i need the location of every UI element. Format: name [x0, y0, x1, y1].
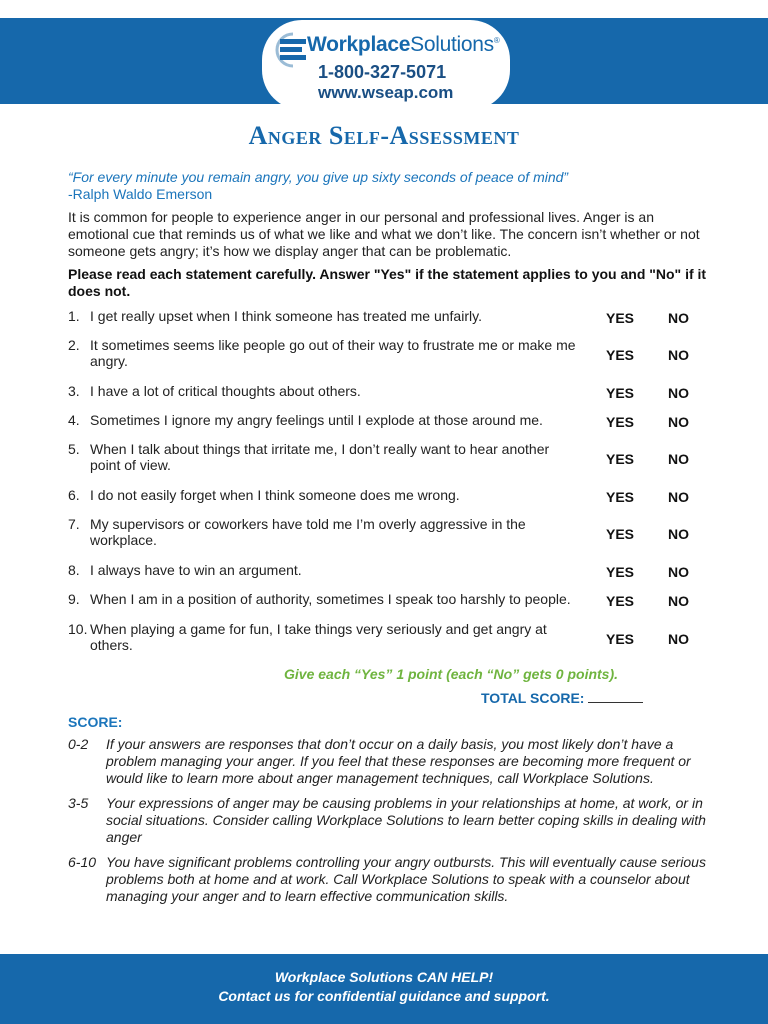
score-heading: SCORE: — [68, 714, 123, 730]
brand-name — [307, 33, 499, 57]
footer-band — [0, 954, 768, 1024]
points-note: Give each “Yes” 1 point (each “No” gets 0 points). — [284, 666, 619, 682]
no-answer: NO — [668, 593, 689, 609]
yes-answer: YES — [606, 310, 635, 326]
score-range: 3-5 — [68, 795, 89, 811]
no-answer: NO — [668, 414, 689, 430]
score-description: If your answers are responses that don’t occur on a daily basis, you most likely don’t have a problem managing your anger. If you feel that these responses are becoming more frequent or would like to learn more about anger management techniques, call Workplace Solutions. — [106, 736, 691, 786]
question-text: I always have to win an argument. — [90, 562, 302, 578]
instructions: Please read each statement carefully. Answer "Yes" if the statement applies to you and "No" if it does not. — [68, 266, 707, 299]
score-description: Your expressions of anger may be causing problems in your relationships at home, at work, or in social situations. Consider calling Workplace Solutions to learn better coping skills in dealing with anger — [106, 795, 706, 845]
no-answer: NO — [668, 347, 689, 363]
question-text: When I talk about things that irritate me, I don’t really want to hear another point of view. — [90, 441, 550, 473]
total-score-blank[interactable] — [588, 691, 643, 703]
question-number: 8. — [68, 562, 80, 578]
yes-answer: YES — [606, 526, 635, 542]
no-answer: NO — [668, 385, 689, 401]
no-answer: NO — [668, 451, 689, 467]
page-title: Anger Self-Assessment — [248, 121, 520, 150]
question-text: My supervisors or coworkers have told me I’m overly aggressive in the workplace. — [90, 516, 526, 548]
question-text: When I am in a position of authority, sometimes I speak too harshly to people. — [90, 591, 571, 607]
no-answer: NO — [668, 310, 689, 326]
yes-answer: YES — [606, 593, 635, 609]
question-text: I have a lot of critical thoughts about others. — [90, 383, 361, 399]
question-number: 9. — [68, 591, 80, 607]
footer-line-1: Workplace Solutions CAN HELP! — [274, 969, 494, 985]
score-range: 6-10 — [68, 854, 97, 870]
yes-answer: YES — [606, 631, 635, 647]
question-text: I do not easily forget when I think someone does me wrong. — [90, 487, 460, 503]
yes-answer: YES — [606, 385, 635, 401]
phone-number: 1-800-327-5071 — [318, 62, 447, 82]
question-text: When playing a game for fun, I take things very seriously and get angry at others. — [90, 621, 547, 653]
total-score-label: TOTAL SCORE: — [481, 690, 585, 706]
footer-line-2: Contact us for confidential guidance and support. — [218, 988, 550, 1004]
score-range: 0-2 — [68, 736, 89, 752]
yes-answer: YES — [606, 451, 635, 467]
registered-mark: ® — [493, 36, 500, 45]
question-number: 1. — [68, 308, 80, 324]
quote: “For every minute you remain angry, you give up sixty seconds of peace of mind” — [68, 169, 569, 185]
no-answer: NO — [668, 631, 689, 647]
website-url: www.wseap.com — [318, 83, 454, 102]
no-answer: NO — [668, 526, 689, 542]
total-score — [481, 690, 643, 706]
question-number: 4. — [68, 412, 80, 428]
no-answer: NO — [668, 564, 689, 580]
yes-answer: YES — [606, 564, 635, 580]
question-number: 10. — [68, 621, 88, 637]
question-number: 3. — [68, 383, 80, 399]
score-description: You have significant problems controlling your angry outbursts. This will eventually cause serious problems both at home and at work. Call Workplace Solutions to speak with a counselor about managing your anger and to learn effective communication skills. — [106, 854, 706, 904]
yes-answer: YES — [606, 489, 635, 505]
brand-bold: Workplace — [307, 33, 411, 56]
question-text: Sometimes I ignore my angry feelings until I explode at those around me. — [90, 412, 543, 428]
question-text: It sometimes seems like people go out of their way to frustrate me or make me angry. — [90, 337, 576, 369]
brand-light: Solutions — [410, 33, 494, 56]
yes-answer: YES — [606, 347, 635, 363]
yes-answer: YES — [606, 414, 635, 430]
question-number: 6. — [68, 487, 80, 503]
quote-author: -Ralph Waldo Emerson — [68, 186, 213, 202]
question-text: I get really upset when I think someone has treated me unfairly. — [90, 308, 482, 324]
question-number: 5. — [68, 441, 80, 457]
intro-paragraph: It is common for people to experience anger in our personal and professional lives. Anger is an emotional cue that reminds us of what we like and what we don’t like. The concern isn’t whether or not someone gets angry; it’s how we display anger that can be problematic. — [68, 209, 700, 259]
question-number: 7. — [68, 516, 80, 532]
no-answer: NO — [668, 489, 689, 505]
question-number: 2. — [68, 337, 80, 353]
